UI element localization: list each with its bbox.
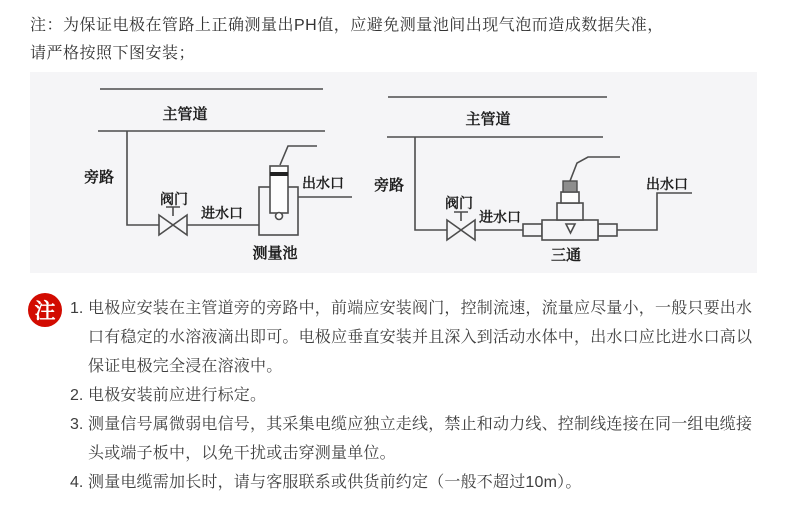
- tee-right-connector: [598, 224, 617, 236]
- valve-label: 阀门: [160, 193, 188, 208]
- note-item-text: 测量电缆需加长时，请与客服联系或供货前约定（一般不超过10m）。: [88, 474, 582, 491]
- electrode-cable: [570, 157, 620, 181]
- tee-top-branch: [557, 203, 583, 220]
- valve-symbol: [447, 212, 475, 240]
- note-header-line2: 请严格按照下图安装；: [30, 45, 196, 62]
- electrode-body: [561, 192, 579, 203]
- valve-right-triangle: [173, 215, 187, 235]
- bypass-label: 旁路: [373, 178, 405, 194]
- main-pipe-label: 主管道: [465, 112, 511, 128]
- note-item-3: [70, 410, 762, 468]
- main-pipe-label: 主管道: [162, 107, 208, 123]
- note-item-4: [70, 468, 762, 497]
- note-item-text: 电极应安装在主管道旁的旁路中，前端应安装阀门，控制流速，流量应尽量小，一般只要出水口有稳定的水溶液滴出即可。电极应垂直安装并且深入到活动水体中，出水口应比进水口高以保证电极完全浸在溶液中。: [88, 300, 753, 375]
- valve-handle: [166, 207, 180, 216]
- tee-label: 三通: [550, 248, 582, 264]
- tee-left-connector: [523, 224, 542, 236]
- installation-diagram-svg: [30, 72, 757, 273]
- tee-fitting-symbol: [523, 203, 617, 240]
- outlet-label: 出水口: [302, 177, 344, 192]
- valve-label: 阀门: [445, 197, 473, 212]
- bypass-label: 旁路: [83, 170, 115, 186]
- note-badge: 注: [28, 293, 62, 327]
- valve-symbol: [159, 207, 187, 235]
- outlet-label: 出水口: [646, 178, 688, 193]
- note-item-number: 2.: [70, 387, 84, 404]
- electrode-tip: [276, 213, 283, 220]
- measurement-cell-label: 测量池: [252, 246, 298, 262]
- inlet-label: 进水口: [479, 211, 521, 226]
- note-item-number: 1.: [70, 300, 84, 317]
- diagram-measurement-cell: [84, 89, 352, 262]
- electrode-band: [270, 172, 288, 176]
- note-item-1: [70, 294, 762, 381]
- valve-left-triangle: [447, 220, 461, 240]
- note-item-number: 4.: [70, 474, 84, 491]
- note-item-2: [70, 381, 762, 410]
- inlet-label: 进水口: [201, 207, 243, 222]
- outlet-line: [617, 193, 692, 230]
- note-item-text: 电极安装前应进行标定。: [88, 387, 267, 404]
- note-header-line1: 注：为保证电极在管路上正确测量出PH值，应避免测量池间出现气泡而造成数据失准，: [30, 17, 664, 34]
- electrode-cable: [280, 146, 317, 165]
- note-item-number: 3.: [70, 416, 84, 433]
- note-item-text: 测量信号属微弱电信号，其采集电缆应独立走线，禁止和动力线、控制线连接在同一组电缆接头或端子板中，以免干扰或击穿测量单位。: [88, 416, 753, 462]
- notes-list: [70, 294, 762, 497]
- valve-right-triangle: [461, 220, 475, 240]
- bypass-line: [127, 131, 159, 225]
- electrode-cap: [563, 181, 577, 192]
- bypass-line: [415, 137, 447, 230]
- note-header: [30, 12, 770, 68]
- installation-diagram-panel: [30, 72, 757, 273]
- diagram-tee-fitting: [374, 97, 692, 264]
- valve-handle: [454, 212, 468, 221]
- valve-left-triangle: [159, 215, 173, 235]
